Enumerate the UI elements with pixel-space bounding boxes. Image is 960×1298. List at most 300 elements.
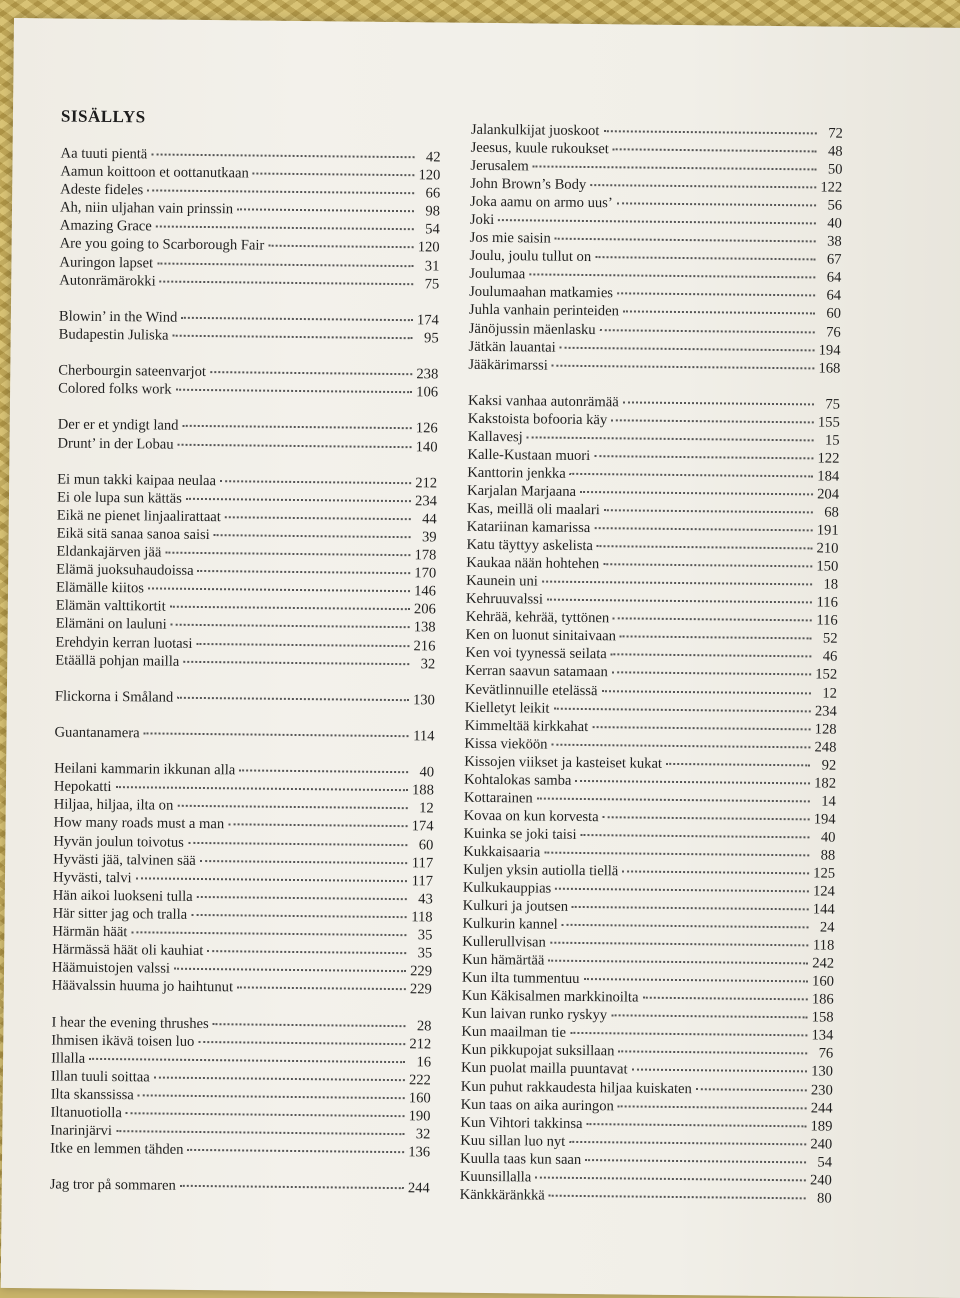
- dot-leader: [116, 786, 408, 791]
- entry-title: Budapestin Juliska: [58, 326, 169, 344]
- entry-page-number: 130: [811, 1063, 834, 1081]
- dot-leader: [603, 563, 812, 567]
- dot-leader: [613, 618, 812, 622]
- dot-leader: [253, 173, 415, 177]
- entry-title: Elämä juoksuhaudoissa: [56, 561, 194, 580]
- entry-title: Hyvän joulun toivotus: [53, 833, 185, 851]
- dot-leader: [173, 335, 413, 340]
- dot-leader: [186, 498, 411, 502]
- dot-leader: [542, 581, 812, 586]
- entry-title: I hear the evening thrushes: [51, 1013, 209, 1032]
- entry-page-number: 244: [810, 1099, 833, 1117]
- dot-leader: [592, 726, 810, 730]
- toc-entry: [50, 1176, 430, 1198]
- dot-leader: [584, 978, 808, 982]
- dot-leader: [601, 690, 810, 694]
- entry-title: Kielletyt leikit: [464, 699, 550, 717]
- entry-page-number: 125: [813, 865, 836, 882]
- entry-title: Auringon lapset: [59, 254, 154, 272]
- entry-page-number: 52: [822, 630, 838, 648]
- dot-leader: [220, 480, 411, 484]
- entry-page-number: 186: [811, 991, 834, 1008]
- dot-leader: [622, 870, 809, 874]
- entry-title: Kottarainen: [463, 789, 533, 807]
- entry-title: Jätkän lauantai: [468, 338, 556, 356]
- entry-page-number: 38: [827, 233, 842, 250]
- dot-leader: [642, 997, 807, 1001]
- entry-title: Kulkuri ja joutsen: [462, 897, 569, 915]
- entry-title: Kallavesj: [467, 428, 523, 446]
- entry-page-number: 150: [816, 558, 839, 575]
- entry-page-number: 158: [811, 1009, 834, 1026]
- entry-page-number: 44: [422, 511, 437, 528]
- entry-title: Känkkäränkkä: [459, 1186, 545, 1204]
- entry-title: Erehdyin kerran luotasi: [55, 634, 193, 652]
- entry-page-number: 67: [826, 251, 842, 269]
- dot-leader: [237, 209, 414, 213]
- dot-leader: [618, 1051, 807, 1055]
- entry-title: Jänöjussin mäenlasku: [468, 320, 596, 338]
- entry-page-number: 54: [425, 221, 440, 238]
- dot-leader: [197, 896, 407, 900]
- entry-page-number: 118: [812, 937, 835, 954]
- entry-title: Flickorna i Småland: [54, 688, 174, 706]
- entry-title: Etäällä pohjan mailla: [55, 652, 180, 670]
- entry-page-number: 212: [409, 1035, 432, 1053]
- entry-title: Kuu sillan luo nyt: [460, 1132, 566, 1150]
- entry-page-number: 216: [413, 637, 436, 654]
- entry-title: Cherbourgin sateenvarjot: [58, 362, 207, 381]
- entry-page-number: 39: [421, 529, 437, 546]
- entry-title: Ken voi tyynessä seilata: [465, 645, 607, 663]
- entry-title: Heilani kammarin ikkunan alla: [54, 760, 236, 779]
- dot-leader: [575, 780, 810, 784]
- entry-title: Inarinjärvi: [50, 1122, 113, 1140]
- dot-leader: [600, 329, 815, 333]
- entry-page-number: 136: [408, 1144, 431, 1161]
- entry-page-number: 40: [827, 215, 842, 232]
- entry-title: Häävalssin huuma jo haihtunut: [51, 977, 234, 996]
- entry-page-number: 75: [424, 275, 440, 293]
- dot-leader: [611, 1015, 807, 1019]
- entry-page-number: 168: [818, 360, 841, 377]
- entry-page-number: 155: [817, 414, 840, 431]
- dot-leader: [618, 1105, 807, 1109]
- entry-page-number: 174: [416, 312, 439, 329]
- entry-title: Katu täyttyy askelista: [466, 536, 594, 555]
- dot-leader: [597, 545, 813, 549]
- entry-title: John Brown’s Body: [470, 175, 587, 194]
- entry-page-number: 35: [417, 945, 433, 962]
- entry-page-number: 188: [411, 782, 435, 799]
- entry-title: Kehrää, kehrää, tyttönen: [465, 609, 610, 627]
- entry-page-number: 31: [424, 257, 440, 275]
- dot-leader: [620, 636, 812, 640]
- entry-title: Elämän valttikortit: [55, 597, 166, 615]
- entry-title: Kuinka se joki taisi: [463, 825, 577, 843]
- dot-leader: [549, 1194, 806, 1199]
- entry-page-number: 229: [409, 981, 432, 998]
- dot-leader: [613, 148, 817, 152]
- entry-page-number: 40: [820, 829, 836, 846]
- entry-title: Aa tuuti pientä: [60, 145, 148, 163]
- dot-leader: [177, 697, 409, 701]
- entry-title: Jag tror på sommaren: [49, 1176, 176, 1195]
- dot-leader: [595, 256, 815, 260]
- entry-page-number: 144: [812, 901, 835, 918]
- entry-title: Kukkaisaaria: [463, 843, 541, 861]
- dot-leader: [552, 743, 811, 748]
- entry-title: Guantanamera: [54, 724, 140, 742]
- entry-title: Kehruuvalssi: [465, 591, 544, 608]
- dot-leader: [623, 401, 814, 405]
- dot-leader: [612, 672, 811, 676]
- dot-leader: [632, 1069, 807, 1073]
- dot-leader: [552, 364, 815, 369]
- dot-leader: [239, 770, 408, 774]
- page-title: SISÄLLYS: [60, 106, 146, 127]
- entry-title: Kakstoista bofooria käy: [467, 410, 608, 429]
- entry-page-number: 128: [814, 721, 837, 738]
- dot-leader: [550, 942, 809, 947]
- dot-leader: [581, 834, 810, 838]
- entry-page-number: 152: [815, 666, 838, 684]
- dot-leader: [136, 877, 407, 882]
- entry-title: Jerusalem: [470, 157, 529, 175]
- entry-title: Elämälle kiitos: [55, 579, 145, 597]
- entry-title: Här sitter jag och tralla: [52, 905, 188, 923]
- entry-title: Joki: [469, 212, 495, 229]
- entry-page-number: 64: [826, 287, 842, 305]
- entry-page-number: 76: [826, 324, 841, 341]
- entry-title: Kun laivan runko ryskyy: [461, 1006, 608, 1024]
- entry-title: Hyvästi jää, talvinen sää: [53, 851, 196, 869]
- entry-page-number: 229: [410, 963, 433, 980]
- dot-leader: [213, 1023, 406, 1027]
- dot-leader: [126, 1112, 405, 1117]
- entry-title: Kuljen yksin autiolla tiellä: [463, 861, 619, 880]
- entry-title: Kulkurin kannel: [462, 915, 558, 933]
- entry-title: Adeste fideles: [60, 181, 144, 199]
- dot-leader: [182, 425, 411, 429]
- dot-leader: [537, 797, 810, 802]
- entry-page-number: 206: [413, 601, 436, 618]
- entry-title: How many roads must a man: [53, 814, 225, 833]
- entry-page-number: 240: [810, 1136, 833, 1153]
- entry-title: Eikä sitä sanaa sanoa saisi: [56, 525, 210, 544]
- dot-leader: [174, 968, 406, 972]
- entry-title: Joulumaahan matkamies: [469, 284, 614, 302]
- dot-leader: [116, 1130, 404, 1135]
- entry-page-number: 184: [817, 468, 840, 485]
- entry-page-number: 118: [411, 909, 433, 926]
- dot-leader: [527, 436, 814, 441]
- toc-entry: [460, 1186, 832, 1208]
- dot-leader: [180, 1185, 404, 1189]
- entry-title: Katariinan kamarissa: [466, 518, 591, 537]
- entry-page-number: 114: [413, 728, 435, 745]
- dot-leader: [138, 1094, 405, 1099]
- dot-leader: [165, 552, 410, 557]
- entry-title: Härmässä häät oli kauhiat: [52, 941, 204, 960]
- entry-page-number: 210: [816, 540, 839, 557]
- entry-title: Jeesus, kuule rukoukset: [470, 139, 609, 158]
- dot-leader: [623, 311, 815, 315]
- dot-leader: [198, 1041, 405, 1045]
- dot-leader: [544, 852, 809, 857]
- dot-leader: [151, 153, 414, 158]
- entry-page-number: 194: [818, 342, 841, 359]
- entry-page-number: 170: [414, 565, 437, 582]
- entry-page-number: 50: [827, 161, 843, 178]
- entry-page-number: 174: [411, 818, 434, 835]
- entry-title: Hyvästi, talvi: [52, 869, 132, 887]
- entry-page-number: 234: [814, 702, 837, 720]
- dot-leader: [89, 1058, 405, 1063]
- entry-title: Kuunsillalla: [459, 1168, 532, 1186]
- entry-title: Kullerullvisan: [462, 933, 546, 951]
- entry-page-number: 212: [415, 474, 438, 492]
- toc-column-right: [460, 121, 843, 1208]
- entry-page-number: 75: [825, 396, 841, 413]
- entry-page-number: 54: [817, 1154, 833, 1171]
- entry-title: Drunt’ in der Lobau: [57, 434, 174, 453]
- entry-title: Kun maailman tie: [461, 1024, 567, 1042]
- entry-title: Kimmeltää kirkkahat: [464, 717, 589, 735]
- dot-leader: [181, 317, 413, 321]
- entry-page-number: 234: [414, 493, 438, 510]
- entry-title: Kulkukauppias: [462, 879, 552, 897]
- entry-page-number: 116: [816, 594, 839, 611]
- entry-page-number: 72: [828, 125, 843, 142]
- dot-leader: [237, 987, 406, 991]
- entry-title: Kevätlinnuille etelässä: [464, 681, 598, 699]
- entry-page-number: 122: [820, 179, 843, 196]
- dot-leader: [171, 624, 410, 629]
- entry-page-number: 189: [810, 1118, 833, 1135]
- entry-title: Kanttorin jenkka: [467, 464, 566, 482]
- entry-title: Joulu, joulu tullut on: [469, 248, 592, 266]
- entry-page-number: 88: [820, 847, 836, 864]
- dot-leader: [533, 166, 817, 171]
- entry-page-number: 140: [415, 438, 438, 455]
- dot-leader: [555, 238, 816, 243]
- entry-page-number: 43: [418, 891, 433, 908]
- dot-leader: [214, 534, 411, 538]
- dot-leader: [191, 914, 406, 918]
- entry-page-number: 240: [809, 1172, 832, 1189]
- entry-page-number: 182: [814, 775, 837, 792]
- entry-title: Illan tuuli soittaa: [50, 1068, 150, 1086]
- dot-leader: [196, 642, 409, 646]
- entry-title: Ei ole lupa sun kättäs: [56, 489, 182, 507]
- entry-page-number: 12: [419, 800, 434, 817]
- entry-title: Juhla vanhain perinteiden: [468, 302, 619, 320]
- entry-page-number: 16: [416, 1053, 432, 1071]
- entry-page-number: 126: [415, 420, 438, 437]
- dot-leader: [611, 419, 814, 423]
- entry-title: Hän aikoi luokseni tulla: [52, 887, 193, 905]
- dot-leader: [200, 860, 407, 864]
- dot-leader: [570, 1032, 807, 1036]
- entry-page-number: 15: [824, 432, 840, 449]
- entry-title: Kalle-Kustaan muori: [467, 446, 591, 464]
- entry-page-number: 92: [821, 757, 837, 774]
- dot-leader: [617, 203, 816, 207]
- entry-title: Kun hämärtää: [462, 951, 545, 969]
- dot-leader: [268, 245, 413, 249]
- dot-leader: [144, 732, 409, 737]
- entry-page-number: 120: [417, 239, 440, 256]
- entry-page-number: 117: [411, 872, 434, 890]
- dot-leader: [225, 516, 411, 520]
- dot-leader: [594, 527, 812, 531]
- entry-title: Häämuistojen valssi: [51, 959, 171, 977]
- entry-title: Ei mun takki kaipaa neulaa: [57, 471, 217, 489]
- dot-leader: [529, 274, 815, 279]
- dot-leader: [590, 184, 816, 188]
- dot-leader: [148, 588, 410, 593]
- entry-page-number: 64: [826, 269, 842, 287]
- entry-page-number: 32: [415, 1126, 431, 1143]
- dot-leader: [562, 924, 809, 929]
- dot-leader: [580, 491, 813, 495]
- entry-title: Kaukaa nään hohtehen: [466, 554, 600, 573]
- entry-page-number: 194: [813, 811, 836, 828]
- entry-title: Kun ilta tummentuu: [461, 969, 580, 988]
- entry-title: Karjalan Marjaana: [466, 482, 577, 500]
- entry-page-number: 106: [416, 384, 439, 401]
- toc-entry: [470, 193, 842, 215]
- entry-title: Jalankulkijat juoskoot: [470, 121, 600, 140]
- entry-page-number: 76: [818, 1045, 834, 1063]
- dot-leader: [604, 509, 813, 513]
- entry-page-number: 18: [823, 576, 839, 593]
- entry-page-number: 24: [819, 919, 835, 936]
- dot-leader: [617, 293, 815, 297]
- entry-page-number: 130: [412, 692, 435, 709]
- entry-page-number: 12: [822, 685, 838, 702]
- entry-title: Kuulla taas kun saan: [459, 1150, 582, 1168]
- entry-page-number: 160: [408, 1090, 431, 1107]
- dot-leader: [498, 219, 816, 224]
- entry-title: Kas, meillä oli maalari: [466, 500, 600, 519]
- dot-leader: [603, 130, 817, 134]
- entry-page-number: 124: [812, 883, 835, 900]
- entry-page-number: 14: [821, 793, 836, 810]
- entry-title: Ilta skanssissa: [50, 1086, 134, 1104]
- dot-leader: [176, 389, 413, 393]
- dot-leader: [170, 606, 410, 611]
- entry-page-number: 35: [417, 927, 433, 944]
- dot-leader: [147, 190, 414, 195]
- entry-page-number: 46: [822, 648, 838, 666]
- entry-page-number: 40: [419, 764, 435, 781]
- entry-title: Kun puolat mailla puuntavat: [460, 1060, 628, 1078]
- dot-leader: [666, 763, 810, 767]
- entry-page-number: 238: [416, 366, 439, 383]
- dot-leader: [228, 824, 407, 828]
- entry-page-number: 134: [811, 1027, 834, 1045]
- entry-page-number: 178: [414, 547, 437, 564]
- dot-leader: [131, 931, 406, 936]
- dot-leader: [570, 473, 814, 478]
- entry-title: Kun taas on aika auringon: [460, 1096, 614, 1114]
- entry-title: Der er et yndigt land: [57, 416, 179, 435]
- dot-leader: [560, 346, 815, 351]
- entry-title: Illalla: [51, 1050, 86, 1067]
- entry-title: Itke en lemmen tähden: [50, 1140, 184, 1158]
- entry-title: Kun Käkisalmen markkinoilta: [461, 988, 639, 1006]
- entry-page-number: 160: [811, 973, 835, 990]
- book-page: [1, 18, 960, 1298]
- entry-title: Elämäni on lauluni: [55, 615, 167, 634]
- dot-leader: [547, 599, 812, 604]
- entry-page-number: 222: [408, 1071, 431, 1089]
- dot-leader: [210, 371, 412, 375]
- entry-page-number: 120: [418, 167, 441, 184]
- entry-page-number: 138: [413, 619, 436, 636]
- entry-page-number: 190: [408, 1108, 431, 1125]
- entry-title: Kun puhut rakkaudesta hiljaa kuiskaten: [460, 1078, 692, 1097]
- entry-title: Iltanuotiolla: [50, 1104, 122, 1122]
- dot-leader: [548, 960, 808, 965]
- entry-title: Kerran saavun satamaan: [465, 663, 608, 681]
- entry-page-number: 244: [407, 1180, 430, 1197]
- dot-leader: [535, 1176, 806, 1181]
- dot-leader: [611, 654, 812, 658]
- entry-title: Kovaa on kun korvesta: [463, 807, 599, 825]
- entry-page-number: 80: [817, 1190, 832, 1207]
- dot-leader: [157, 262, 413, 267]
- dot-leader: [555, 888, 809, 893]
- entry-page-number: 242: [812, 955, 835, 972]
- entry-title: Ken on luonut sinitaivaan: [465, 627, 617, 645]
- dot-leader: [696, 1088, 807, 1091]
- entry-page-number: 66: [425, 185, 441, 202]
- entry-title: Colored folks work: [58, 380, 172, 398]
- dot-leader: [585, 1159, 806, 1163]
- dot-leader: [587, 1123, 807, 1127]
- entry-title: Hepokatti: [53, 778, 112, 796]
- entry-title: Kun pikkupojat suksillaan: [461, 1042, 615, 1060]
- entry-page-number: 60: [826, 305, 842, 323]
- entry-title: Kissojen viikset ja kasteiset kukat: [464, 753, 663, 772]
- dot-leader: [160, 280, 414, 285]
- dot-leader: [156, 226, 414, 231]
- entry-title: Kaunein uni: [466, 572, 538, 590]
- entry-page-number: 116: [816, 612, 838, 629]
- entry-title: Ihmisen ikävä toisen luo: [51, 1032, 195, 1050]
- entry-page-number: 146: [414, 583, 437, 600]
- dot-leader: [188, 841, 407, 845]
- entry-page-number: 48: [827, 143, 843, 160]
- entry-page-number: 230: [810, 1081, 833, 1099]
- entry-title: Aamun koittoon et oottanutkaan: [60, 163, 249, 182]
- entry-title: Joka aamu on armo uus’: [470, 193, 613, 212]
- entry-title: Hiljaa, hiljaa, ilta on: [53, 796, 174, 815]
- entry-title: Jos mie saisin: [469, 230, 551, 247]
- entry-title: Eikä ne pienet linjaalirattaat: [56, 507, 221, 526]
- entry-page-number: 95: [423, 330, 439, 347]
- entry-title: Jääkärimarssi: [468, 356, 548, 374]
- entry-page-number: 60: [418, 836, 434, 853]
- dot-leader: [154, 1076, 405, 1081]
- entry-page-number: 56: [827, 197, 843, 214]
- dot-leader: [207, 950, 406, 954]
- entry-title: Kun Vihtori takkinsa: [460, 1114, 583, 1132]
- entry-page-number: 28: [416, 1017, 432, 1034]
